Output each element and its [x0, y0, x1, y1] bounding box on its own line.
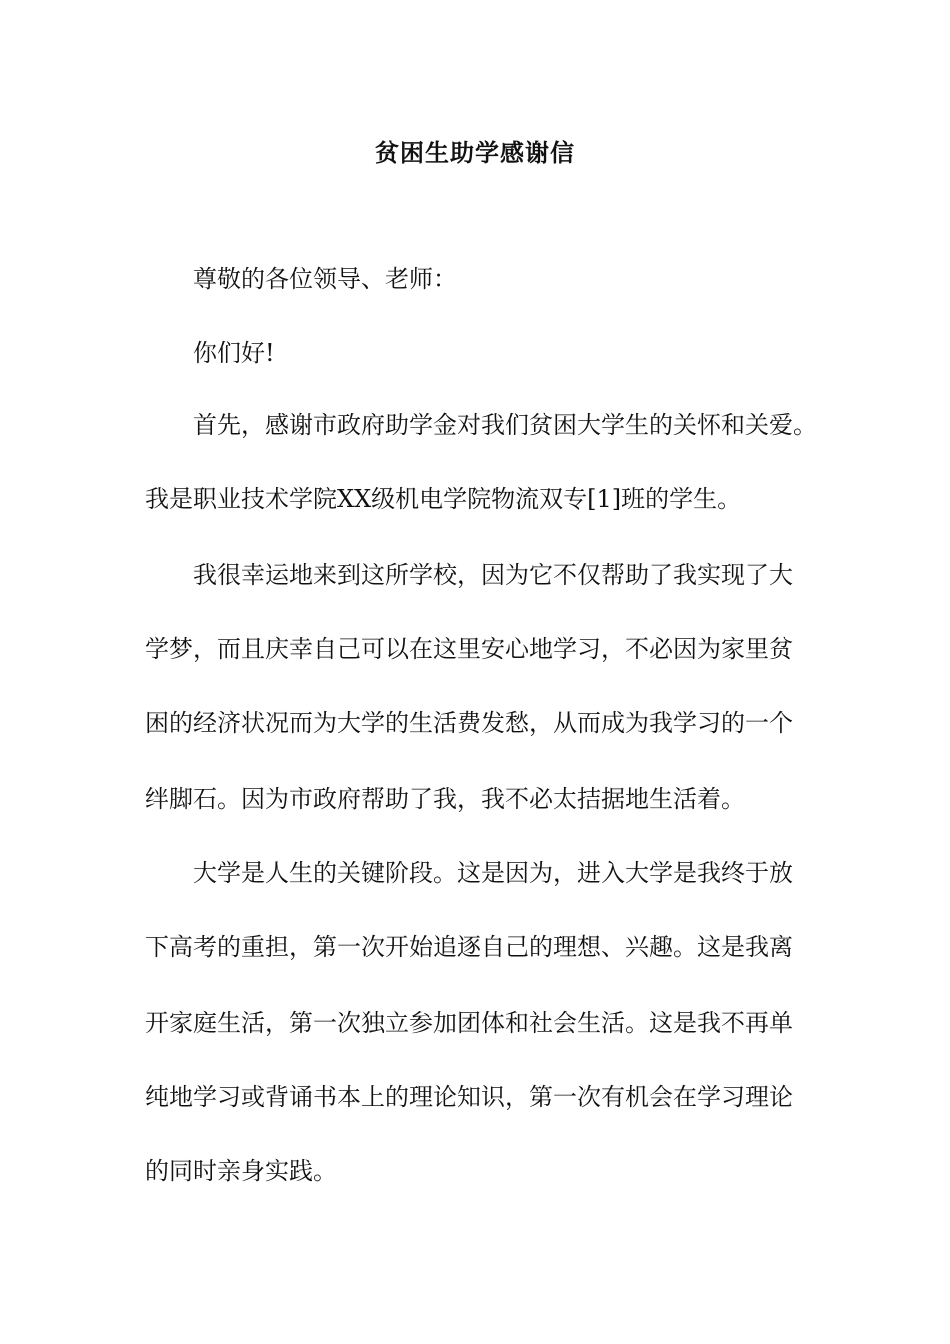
salutation: 尊敬的各位领导、老师：	[193, 265, 457, 293]
greeting: 你们好!	[193, 339, 275, 367]
paragraph-line: 困的经济状况而为大学的生活费发愁，从而成为我学习的一个	[145, 709, 793, 737]
paragraph-line: 我很幸运地来到这所学校，因为它不仅帮助了我实现了大	[193, 561, 793, 589]
paragraph-line: 大学是人生的关键阶段。这是因为，进入大学是我终于放	[193, 859, 793, 887]
paragraph-line: 学梦，而且庆幸自己可以在这里安心地学习，不必因为家里贫	[145, 635, 793, 663]
paragraph-line: 开家庭生活，第一次独立参加团体和社会生活。这是我不再单	[145, 1009, 793, 1037]
paragraph-line: 纯地学习或背诵书本上的理论知识，第一次有机会在学习理论	[145, 1083, 793, 1111]
paragraph-line: 的同时亲身实践。	[145, 1157, 337, 1185]
paragraph-line: 下高考的重担，第一次开始追逐自己的理想、兴趣。这是我离	[145, 933, 793, 961]
paragraph-line: 我是职业技术学院XX级机电学院物流双专[1]班的学生。	[145, 485, 742, 513]
paragraph-line: 首先，感谢市政府助学金对我们贫困大学生的关怀和关爱。	[193, 411, 817, 439]
paragraph-line: 绊脚石。因为市政府帮助了我，我不必太拮据地生活着。	[145, 785, 745, 813]
document-title: 贫困生助学感谢信	[375, 139, 575, 167]
